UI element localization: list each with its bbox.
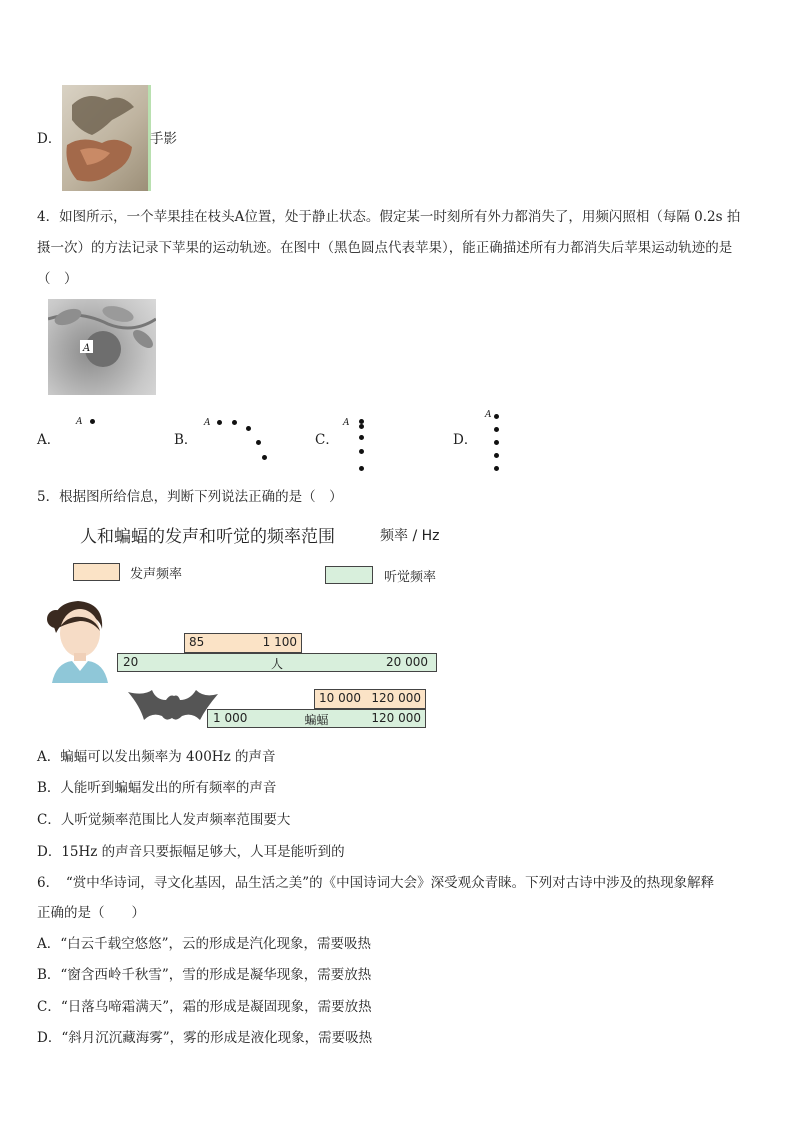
q4-option-c-dot — [359, 435, 364, 440]
bat-subject-label: 蝙蝠 — [304, 713, 329, 727]
q6-text-line1: 6． “赏中华诗词，寻文化基因，品生活之美”的《中国诗词大会》深受观众青睐。下列对古诗中涉及的热现象解释 — [37, 875, 715, 891]
apple-point-label: A — [83, 343, 91, 354]
q4-option-b-dot — [256, 440, 261, 445]
person-subject-label: 人 — [270, 657, 284, 671]
hand-shadow-photo — [62, 85, 151, 191]
q4-option-c-dot — [359, 424, 364, 429]
bat-illustration — [126, 686, 220, 726]
person-illustration — [42, 597, 114, 683]
q3-option-d-caption: 手影 — [150, 131, 177, 147]
person-emit-bar — [184, 633, 302, 653]
apple-on-branch-photo — [48, 299, 156, 395]
q4-text-line1: 4．如图所示，一个苹果挂在枝头A位置，处于静止状态。假定某一时刻所有外力都消失了，用频闪照相（每隔 0.2s 拍 — [37, 209, 741, 225]
person-hear-max-label: 20 000 — [386, 655, 428, 669]
bat-emit-bar — [314, 689, 426, 709]
legend-emit-label: 发声频率 — [130, 567, 183, 582]
bat-hear-max-label: 120 000 — [371, 711, 421, 725]
bat-emit-max-label: 120 000 — [371, 691, 421, 705]
q6-option-a: A．“白云千载空悠悠”，云的形成是汽化现象，需要吸热 — [37, 936, 372, 952]
q3-option-d-label: D． — [37, 131, 62, 147]
q4-option-c-point-label: A — [343, 418, 350, 428]
chart-unit-label: 频率 / Hz — [380, 528, 440, 544]
q4-option-b-label: B． — [174, 432, 198, 448]
q6-option-b: B．“窗含西岭千秋雪”，雪的形成是凝华现象，需要放热 — [37, 967, 372, 983]
q5-option-a: A．蝙蝠可以发出频率为 400Hz 的声音 — [37, 749, 276, 765]
bat-hear-min-label: 1 000 — [213, 711, 248, 725]
q4-text-line2: 摄一次）的方法记录下苹果的运动轨迹。在图中（黑色圆点代表苹果），能正确描述所有力都消失后苹果运动轨迹的是 — [37, 240, 733, 256]
person-emit-max-label: 1 100 — [262, 635, 297, 649]
legend-emit-swatch — [73, 563, 120, 581]
q4-option-b-dot — [217, 420, 222, 425]
q4-option-d-dot — [494, 427, 499, 432]
person-emit-min-label: 85 — [189, 635, 205, 649]
q4-option-b-point-label: A — [204, 418, 211, 428]
q4-option-b-dot — [246, 426, 251, 431]
q4-option-d-dot — [494, 414, 499, 419]
q5-question: 5．根据图所给信息，判断下列说法正确的是（ ） — [37, 489, 343, 505]
person-hear-min-label: 20 — [123, 655, 139, 669]
q4-option-d-dot — [494, 466, 499, 471]
q4-option-a-label: A． — [37, 432, 61, 448]
q4-option-c-dot — [359, 449, 364, 454]
q4-option-d-point-label: A — [485, 410, 492, 420]
bat-emit-min-label: 10 000 — [319, 691, 361, 705]
q6-option-d: D．“斜月沉沉藏海雾”，雾的形成是液化现象，需要吸热 — [37, 1030, 373, 1046]
q6-option-c: C．“日落乌啼霜满天”，霜的形成是凝固现象，需要放热 — [37, 999, 372, 1015]
q4-option-c-label: C． — [315, 432, 339, 448]
q6-text-line2: 正确的是（ ） — [37, 905, 145, 921]
legend-hear-swatch — [325, 566, 373, 584]
q4-option-d-dot — [494, 440, 499, 445]
bat-hear-bar — [207, 709, 426, 728]
person-hear-bar — [117, 653, 437, 672]
q4-option-a-point-label: A — [76, 417, 83, 427]
q5-option-d: D．15Hz 的声音只要振幅足够大，人耳是能听到的 — [37, 844, 345, 860]
q4-option-c-dot — [359, 466, 364, 471]
q4-option-b-dot — [232, 420, 237, 425]
q5-option-c: C．人听觉频率范围比人发声频率范围要大 — [37, 812, 291, 828]
q4-option-d-dot — [494, 453, 499, 458]
chart-title: 人和蝙蝠的发声和听觉的频率范围 — [80, 527, 335, 547]
q4-text-line3: （ ） — [37, 271, 78, 287]
q4-option-a-dot — [90, 419, 95, 424]
q4-option-d-label: D． — [453, 432, 478, 448]
q4-option-b-dot — [262, 455, 267, 460]
legend-hear-label: 听觉频率 — [384, 570, 437, 585]
q5-option-b: B．人能听到蝙蝠发出的所有频率的声音 — [37, 780, 277, 796]
